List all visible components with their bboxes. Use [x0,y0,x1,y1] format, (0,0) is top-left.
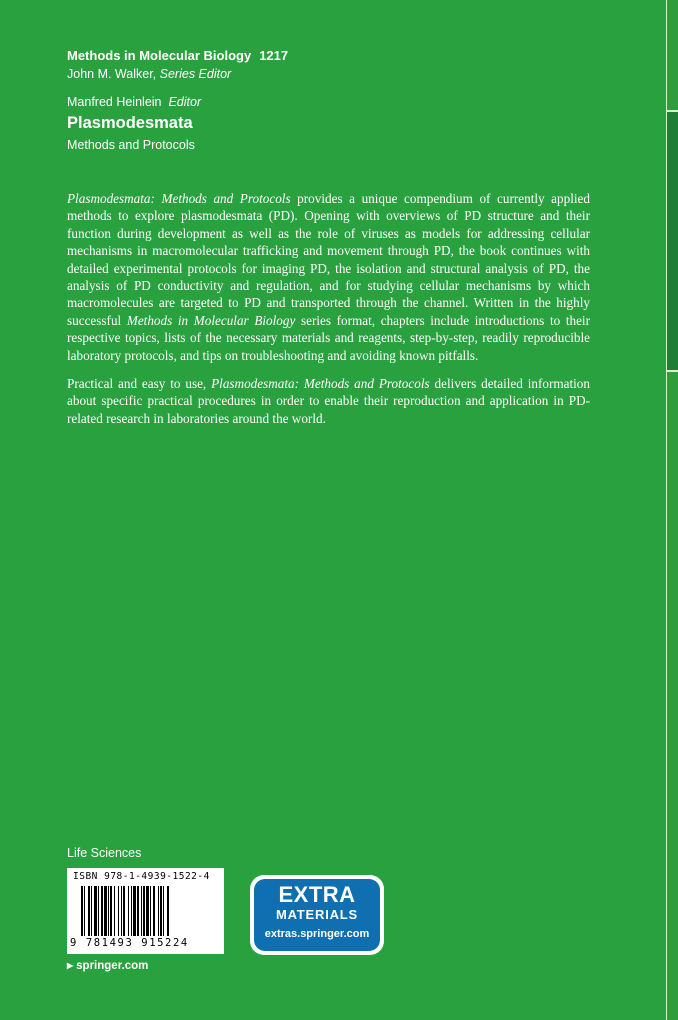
blurb-paragraph-1 [67,190,590,364]
blurb-book-title-1: Plasmodesmata: Methods and Protocols [67,191,291,206]
isbn-barcode [67,868,224,954]
publisher-name: springer.com [76,960,149,972]
blurb-paragraph-2 [67,375,590,427]
subject-category: Life Sciences [67,846,142,860]
volume-editor-name: Manfred Heinlein [67,95,162,109]
publisher-link[interactable] [67,960,148,972]
blurb-text-1b: series format, chapters include introductions to their respective topics, lists of the necessary materials and reagents, step-by-step, readily reproducible laboratory protocols, and tips on troubleshooting and avoiding known pitfalls. [67,312,590,363]
extra-materials-badge-inner [254,879,380,951]
series-editor-role: Series Editor [159,67,232,81]
isbn-label: ISBN 978-1-4939-1522-4 [73,871,210,882]
extra-materials-badge[interactable] [250,875,384,955]
book-title: Plasmodesmata [67,114,193,132]
barcode-bars [81,886,215,936]
spine-color-band [667,112,678,370]
spine-band-bottom-line [667,370,678,372]
blurb-series-title: Methods in Molecular Biology [126,312,296,328]
blurb-text-1a: provides a unique compendium of currently applied methods to explore plasmodesmata (PD). Opening with overviews of PD structure and their function during development as well as the role of viruses as models for addressing cellular mechanisms in macromolecular trafficking and movement through PD, the book continues with detailed experimental protocols for imaging PD, the isolation and structural analysis of PD, the analysis of PD conductivity and regulation, and for studying cellular mechanisms by which macromolecules are targeted to PD and transported through the channel. Written in the highly successful [67,191,590,328]
arrow-right-icon: ▶ [67,961,74,970]
blurb-text-2b: delivers detailed information about specific practical procedures in order to enable their reproduction and application in PD-related research in laboratories around the world. [67,376,590,426]
isbn-digits: 9 781493 915224 [70,937,189,949]
series-editor-line [67,66,288,82]
volume-editor-role: Editor [168,95,202,109]
series-name: Methods in Molecular Biology [67,48,252,63]
back-cover-blurb [67,190,590,438]
blurb-book-title-2: Plasmodesmata: Methods and Protocols [211,376,430,392]
badge-extra-text: EXTRA [278,882,356,907]
cover-header [67,48,288,153]
series-line [67,48,288,64]
badge-url: extras.springer.com [264,928,370,940]
spine-band-top-line [667,110,678,112]
volume-editor-line [67,94,288,110]
blurb-text-2a: Practical and easy to use, [67,376,212,392]
series-editor-name: John M. Walker, [67,67,157,81]
book-subtitle: Methods and Protocols [67,138,195,152]
badge-materials-text: MATERIALS [275,907,359,922]
series-number: 1217 [259,48,289,63]
